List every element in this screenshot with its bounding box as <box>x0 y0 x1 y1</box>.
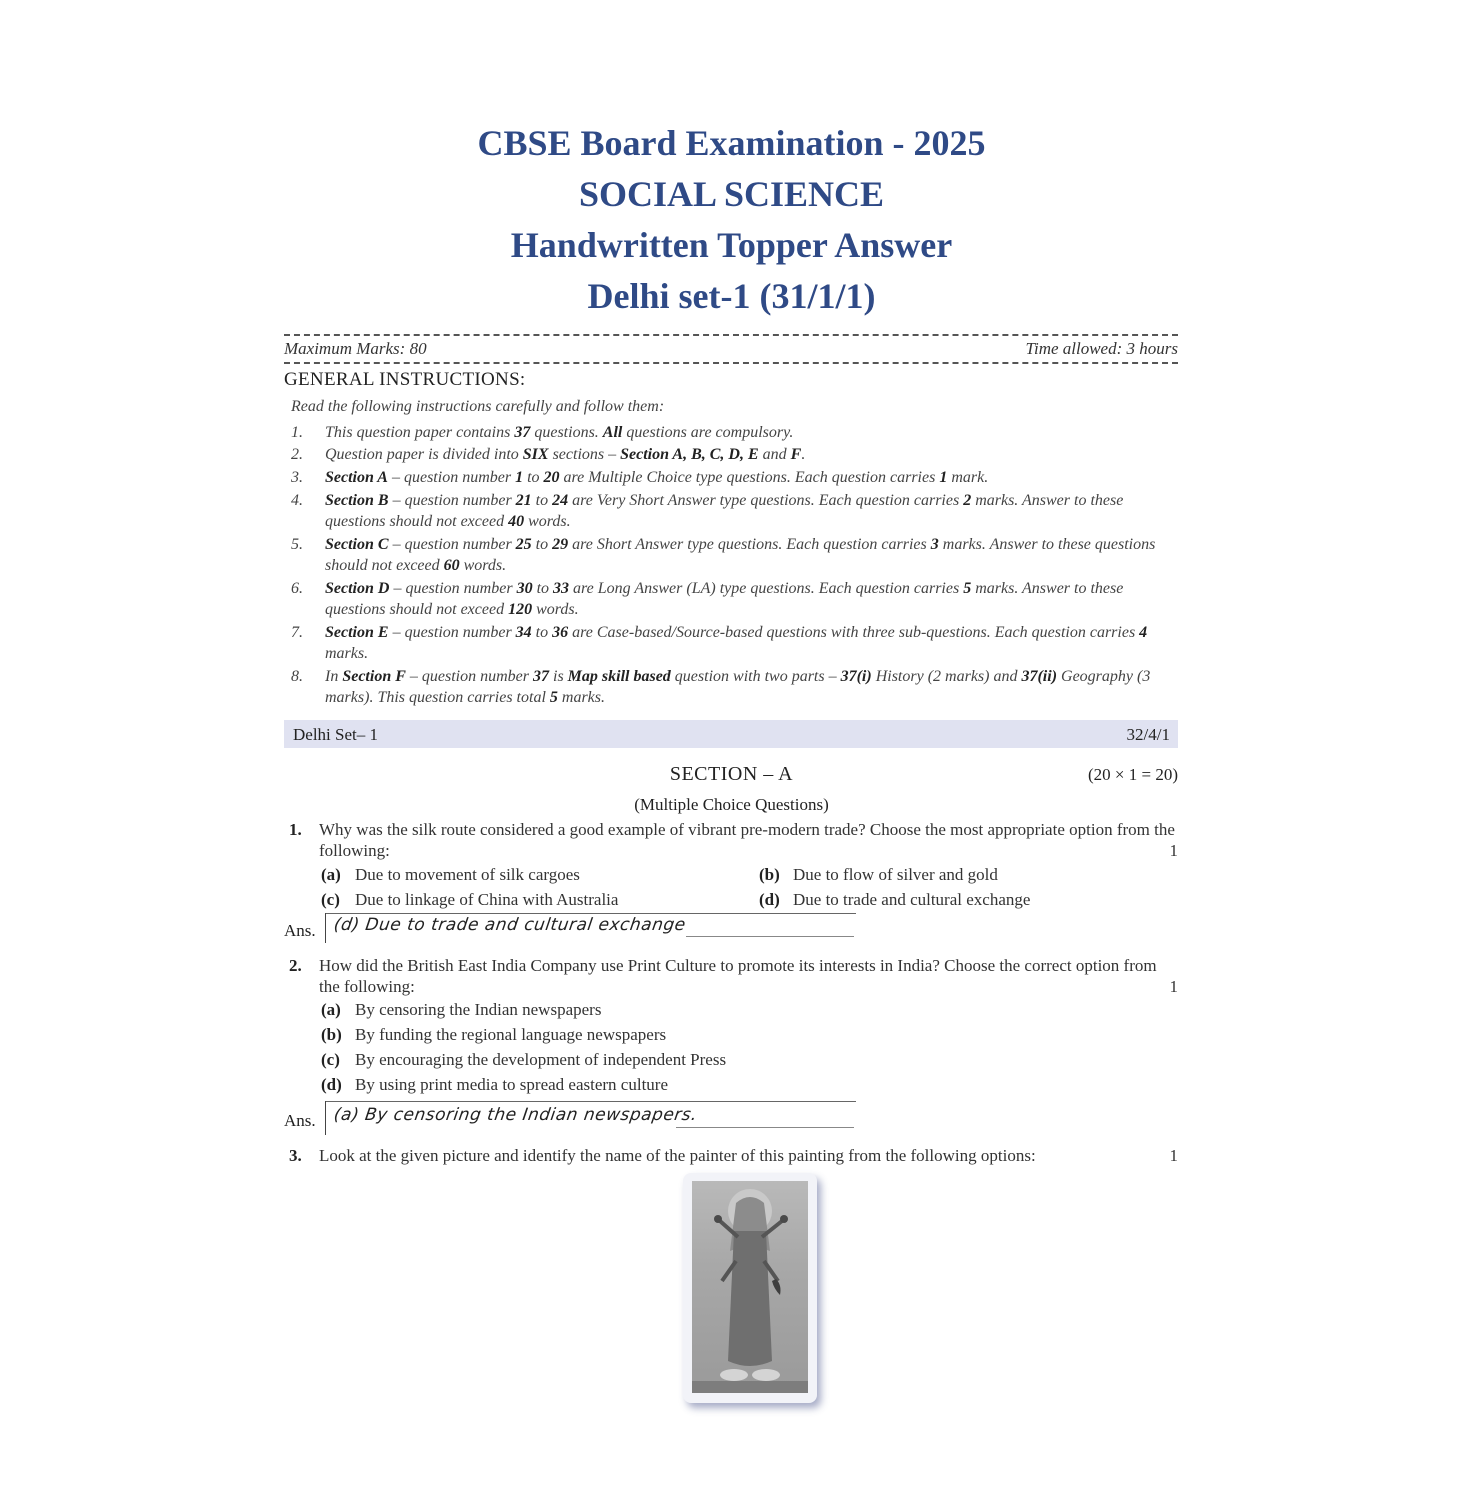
option-a <box>321 865 580 885</box>
painting-frame <box>683 1173 817 1403</box>
set-name: Delhi Set– 1 <box>293 725 378 744</box>
instruction-number: 7. <box>291 624 303 641</box>
instruction-text: In Section F – question number 37 is Map skill based question with two parts – 37(i) History (2 marks) and 37(ii) Geography (3 marks). This question carries total 5 marks. <box>325 668 1151 706</box>
question-text: Why was the silk route considered a good example of vibrant pre-modern trade? Choose the most appropriate option from the following: <box>319 820 1175 860</box>
answer-baseline <box>676 1127 854 1128</box>
instruction-text: Question paper is divided into SIX sections – Section A, B, C, D, E and F. <box>325 446 806 463</box>
instructions-heading: GENERAL INSTRUCTIONS: <box>284 369 526 390</box>
option-b <box>321 1025 666 1045</box>
question-3 <box>289 1145 1178 1167</box>
question-number: 3. <box>289 1146 302 1165</box>
marks-time-row <box>284 339 1178 361</box>
option-label: (c) <box>321 1050 340 1069</box>
question-marks: 1 <box>1169 977 1178 996</box>
option-label: (d) <box>759 890 780 909</box>
option-label: (a) <box>321 1000 341 1019</box>
option-label: (c) <box>321 890 340 909</box>
painting-image <box>692 1181 808 1393</box>
painting-illustration <box>692 1181 808 1393</box>
question-text: Look at the given picture and identify the name of the painter of this painting from the following options: <box>319 1146 1036 1165</box>
option-text: Due to flow of silver and gold <box>793 865 998 884</box>
option-d <box>321 1075 668 1095</box>
instruction-number: 6. <box>291 580 303 597</box>
answer-label: Ans. <box>284 921 316 940</box>
answer-top-line <box>326 1101 856 1102</box>
instruction-number: 4. <box>291 492 303 509</box>
section-title: SECTION – A <box>669 763 794 785</box>
instruction-number: 1. <box>291 424 303 441</box>
option-text: Due to movement of silk cargoes <box>355 865 580 884</box>
section-marks: (20 × 1 = 20) <box>1088 765 1178 784</box>
subject-title: SOCIAL SCIENCE <box>578 174 885 214</box>
handwritten-answer: (d) Due to trade and cultural exchange <box>332 915 688 935</box>
answer-baseline <box>686 936 854 937</box>
instruction-number: 5. <box>291 536 303 553</box>
question-text: How did the British East India Company use Print Culture to promote its interests in India? Choose the correct option from the following: <box>319 956 1157 996</box>
handwritten-answer-box <box>325 1101 856 1135</box>
option-text: By using print media to spread eastern culture <box>355 1075 668 1094</box>
option-c <box>321 1050 726 1070</box>
paper-type-title: Handwritten Topper Answer <box>510 225 953 265</box>
set-code: 32/4/1 <box>1126 725 1170 744</box>
time-allowed: Time allowed: 3 hours <box>1025 339 1178 358</box>
option-text: By funding the regional language newspapers <box>355 1025 667 1044</box>
option-label: (b) <box>759 865 780 884</box>
option-c <box>321 890 618 910</box>
option-b <box>759 865 998 885</box>
question-marks: 1 <box>1169 1146 1178 1165</box>
answer-top-line <box>326 913 856 914</box>
question-2 <box>289 955 1178 999</box>
handwritten-answer-box <box>325 913 856 943</box>
set-code-bar <box>284 720 1178 748</box>
option-text: By encouraging the development of independent Press <box>355 1050 727 1069</box>
instruction-text: Section E – question number 34 to 36 are Case-based/Source-based questions with three sub-questions. Each question carries 4 marks. <box>325 624 1148 662</box>
option-text: Due to linkage of China with Australia <box>355 890 619 909</box>
question-number: 1. <box>289 820 302 839</box>
instruction-text: This question paper contains 37 questions. All questions are compulsory. <box>325 424 794 441</box>
option-label: (d) <box>321 1075 342 1094</box>
instruction-number: 2. <box>291 446 303 463</box>
instruction-number: 3. <box>291 469 303 486</box>
instruction-number: 8. <box>291 668 303 685</box>
set-title: Delhi set-1 (31/1/1) <box>587 276 876 316</box>
question-marks: 1 <box>1169 841 1178 860</box>
section-subtitle: (Multiple Choice Questions) <box>634 795 829 814</box>
maximum-marks: Maximum Marks: 80 <box>284 339 427 358</box>
option-text: By censoring the Indian newspapers <box>355 1000 602 1019</box>
page-title-block <box>0 118 1463 322</box>
exam-title: CBSE Board Examination - 2025 <box>477 123 986 163</box>
option-label: (b) <box>321 1025 342 1044</box>
instruction-text: Section B – question number 21 to 24 are Very Short Answer type questions. Each question carries 2 marks. Answer to these questions should not exceed 40 words. <box>325 492 1124 530</box>
option-label: (a) <box>321 865 341 884</box>
answer-label: Ans. <box>284 1111 316 1130</box>
question-number: 2. <box>289 956 302 975</box>
instruction-text: Section C – question number 25 to 29 are Short Answer type questions. Each question carries 3 marks. Answer to these questions should not exceed 60 words. <box>325 536 1156 574</box>
bottom-dashed-divider <box>284 362 1178 364</box>
instructions-intro: Read the following instructions carefully and follow them: <box>291 398 665 415</box>
handwritten-answer: (a) By censoring the Indian newspapers. <box>332 1105 699 1125</box>
instruction-text: Section A – question number 1 to 20 are Multiple Choice type questions. Each question carries 1 mark. <box>325 469 989 486</box>
option-a <box>321 1000 601 1020</box>
option-text: Due to trade and cultural exchange <box>793 890 1031 909</box>
top-dashed-divider <box>284 334 1178 336</box>
question-1 <box>289 819 1178 863</box>
option-d <box>759 890 1030 910</box>
instruction-text: Section D – question number 30 to 33 are Long Answer (LA) type questions. Each question carries 5 marks. Answer to these questions should not exceed 120 words. <box>325 580 1124 618</box>
